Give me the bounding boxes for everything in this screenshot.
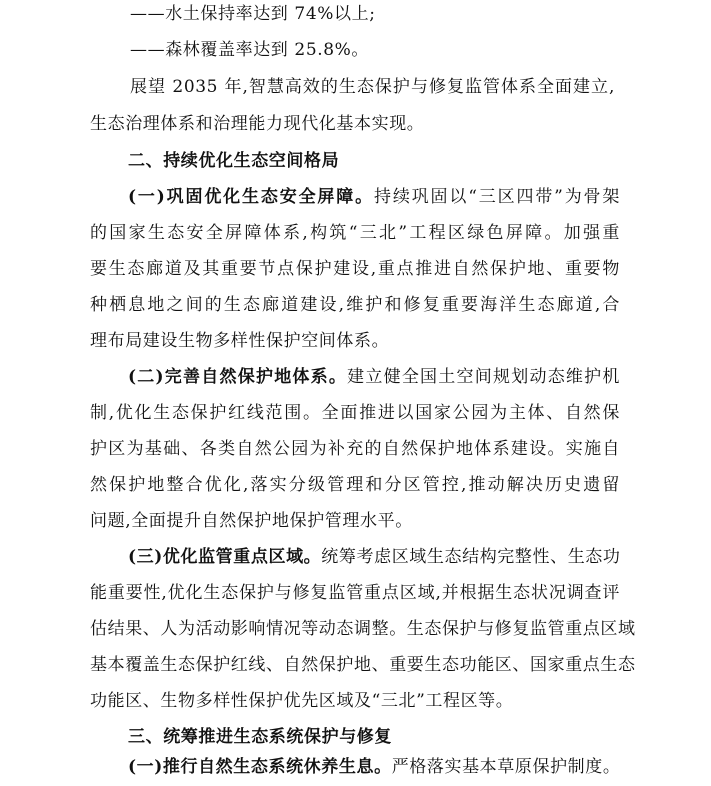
line-text: ——水土保持率达到 74%以上; (130, 4, 376, 24)
paragraph-3-line-2 (90, 575, 620, 612)
paragraph-2-line-4 (90, 467, 620, 504)
line-text: 种栖息地之间的生态廊道建设,维护和修复重要海洋生态廊道,合 (90, 295, 620, 315)
line-text: 然保护地整合优化,落实分级管理和分区管控,推动解决历史遗留 (90, 475, 620, 495)
line-text: 建立健全国土空间规划动态维护机 (347, 367, 620, 387)
paragraph-1-line-1 (128, 179, 620, 216)
line-text: 护区为基础、各类自然公园为补充的自然保护地体系建设。实施自 (90, 439, 620, 459)
heading-text: 三、统筹推进生态系统保护与修复 (128, 727, 392, 747)
paragraph-2-line-3 (90, 431, 620, 468)
subsection-title: (一)巩固优化生态安全屏障。 (128, 187, 374, 207)
line-text: 能重要性,优化生态保护与修复监管重点区域,并根据生态状况调查评 (90, 583, 620, 603)
paragraph-4-line-1 (128, 749, 620, 786)
line-text: 功能区、生物多样性保护优先区域及“三北”工程区等。 (90, 691, 514, 711)
subsection-title: (二)完善自然保护地体系。 (128, 367, 348, 387)
line-text: 制,优化生态保护红线范围。全面推进以国家公园为主体、自然保 (90, 403, 620, 423)
line-text: 估结果、人为活动影响情况等动态调整。生态保护与修复监管重点区域 (90, 619, 636, 639)
line-text: 生态治理体系和治理能力现代化基本实现。 (90, 114, 425, 134)
paragraph-3-line-3 (90, 611, 636, 648)
paragraph-1-line-3 (90, 251, 620, 288)
paragraph-3-line-5 (90, 683, 513, 720)
bullet-line-forest-coverage (130, 32, 369, 69)
line-text: 要生态廊道及其重要节点保护建设,重点推进自然保护地、重要物 (90, 259, 620, 279)
paragraph-3-line-4 (90, 647, 636, 684)
subsection-title: (三)优化监管重点区域。 (128, 547, 322, 567)
paragraph-outlook-line-1 (130, 69, 615, 106)
subsection-title: (一)推行自然生态系统休养生息。 (128, 757, 392, 777)
line-text: 严格落实基本草原保护制度。 (391, 757, 621, 777)
bullet-line-soil-retention (130, 0, 376, 33)
line-text: 展望 2035 年,智慧高效的生态保护与修复监管体系全面建立, (130, 77, 615, 97)
paragraph-2-line-1 (128, 359, 620, 396)
line-text: 的国家生态安全屏障体系,构筑“三北”工程区绿色屏障。加强重 (90, 223, 620, 243)
paragraph-2-line-5 (90, 503, 413, 540)
paragraph-outlook-line-2 (90, 106, 424, 143)
paragraph-1-line-5 (90, 323, 389, 360)
heading-text: 二、持续优化生态空间格局 (128, 151, 340, 171)
paragraph-3-line-1 (128, 539, 620, 576)
line-text: 统筹考虑区域生态结构完整性、生态功 (321, 547, 621, 567)
paragraph-1-line-2 (90, 215, 620, 252)
line-text: 持续巩固以“三区四带”为骨架 (373, 187, 621, 207)
line-text: 基本覆盖生态保护红线、自然保护地、重要生态功能区、国家重点生态 (90, 655, 636, 675)
line-text: ——森林覆盖率达到 25.8%。 (130, 40, 370, 60)
paragraph-2-line-2 (90, 395, 620, 432)
paragraph-1-line-4 (90, 287, 620, 324)
line-text: 问题,全面提升自然保护地保护管理水平。 (90, 511, 413, 531)
line-text: 理布局建设生物多样性保护空间体系。 (90, 331, 390, 351)
section-heading-2 (128, 143, 339, 180)
